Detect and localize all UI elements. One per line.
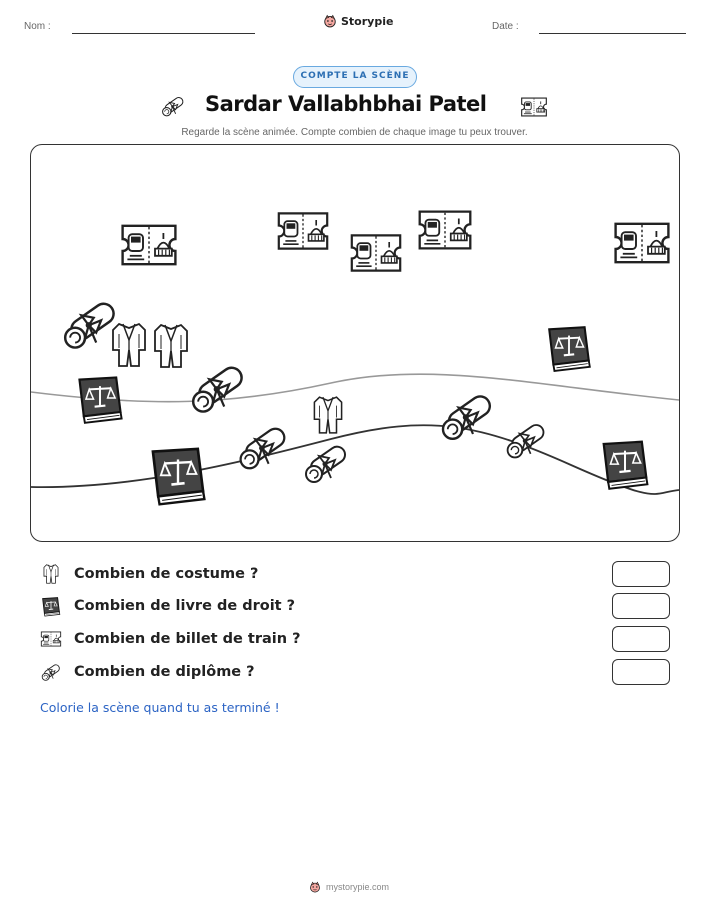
color-instruction: Colorie la scène quand tu as terminé ! (40, 700, 280, 715)
diploma-icon (193, 364, 245, 412)
footer (309, 881, 389, 893)
brand-logo (323, 14, 393, 28)
train-ticket-icon (123, 226, 176, 264)
law-book-icon (153, 449, 204, 504)
diploma-icon (65, 300, 117, 348)
diploma-icon (160, 93, 186, 119)
question-text: Combien de livre de droit ? (74, 598, 296, 614)
question-text: Combien de costume ? (74, 566, 259, 582)
question-row-suit (40, 561, 670, 587)
train-ticket-icon (279, 213, 327, 248)
question-row-train-ticket (40, 626, 670, 652)
answer-box-train-ticket[interactable] (612, 626, 670, 652)
hill-line-back (31, 374, 679, 402)
scene-canvas[interactable] (31, 145, 679, 541)
answer-box-diploma[interactable] (612, 659, 670, 685)
law-book-icon (549, 327, 590, 371)
question-row-diploma (40, 659, 670, 685)
date-line[interactable] (539, 33, 686, 34)
diploma-icon (241, 425, 288, 468)
mascot-icon (309, 881, 321, 893)
train-ticket-icon (420, 212, 471, 249)
suit-icon (314, 397, 341, 433)
hill-line-front (31, 425, 679, 494)
name-line[interactable] (72, 33, 255, 34)
suit-icon (40, 563, 62, 585)
page-title: Sardar Vallabhbhai Patel (205, 92, 487, 116)
name-label: Nom : (24, 21, 51, 32)
diploma-icon (443, 393, 494, 439)
brand-name: Storypie (341, 14, 394, 28)
train-ticket-icon (520, 95, 548, 119)
law-book-icon (79, 377, 121, 422)
diploma-icon (40, 661, 62, 683)
train-ticket-icon (40, 628, 62, 650)
date-label: Date : (492, 21, 519, 32)
mascot-icon (323, 14, 337, 28)
train-ticket-icon (352, 235, 400, 270)
train-ticket-icon (616, 224, 669, 262)
diploma-icon (306, 444, 348, 482)
question-row-law-book (40, 593, 670, 619)
law-book-icon (604, 442, 648, 489)
suit-icon (113, 324, 145, 366)
section-badge: COMPTE LA SCÈNE (293, 66, 417, 88)
law-book-icon (40, 595, 62, 617)
question-text: Combien de billet de train ? (74, 631, 301, 647)
question-text: Combien de diplôme ? (74, 664, 255, 680)
suit-icon (155, 325, 187, 367)
footer-url[interactable]: mystorypie.com (326, 882, 390, 892)
answer-box-suit[interactable] (612, 561, 670, 587)
scene-frame[interactable] (30, 144, 680, 542)
answer-box-law-book[interactable] (612, 593, 670, 619)
instructions: Regarde la scène animée. Compte combien de chaque image tu peux trouver. (181, 127, 528, 138)
